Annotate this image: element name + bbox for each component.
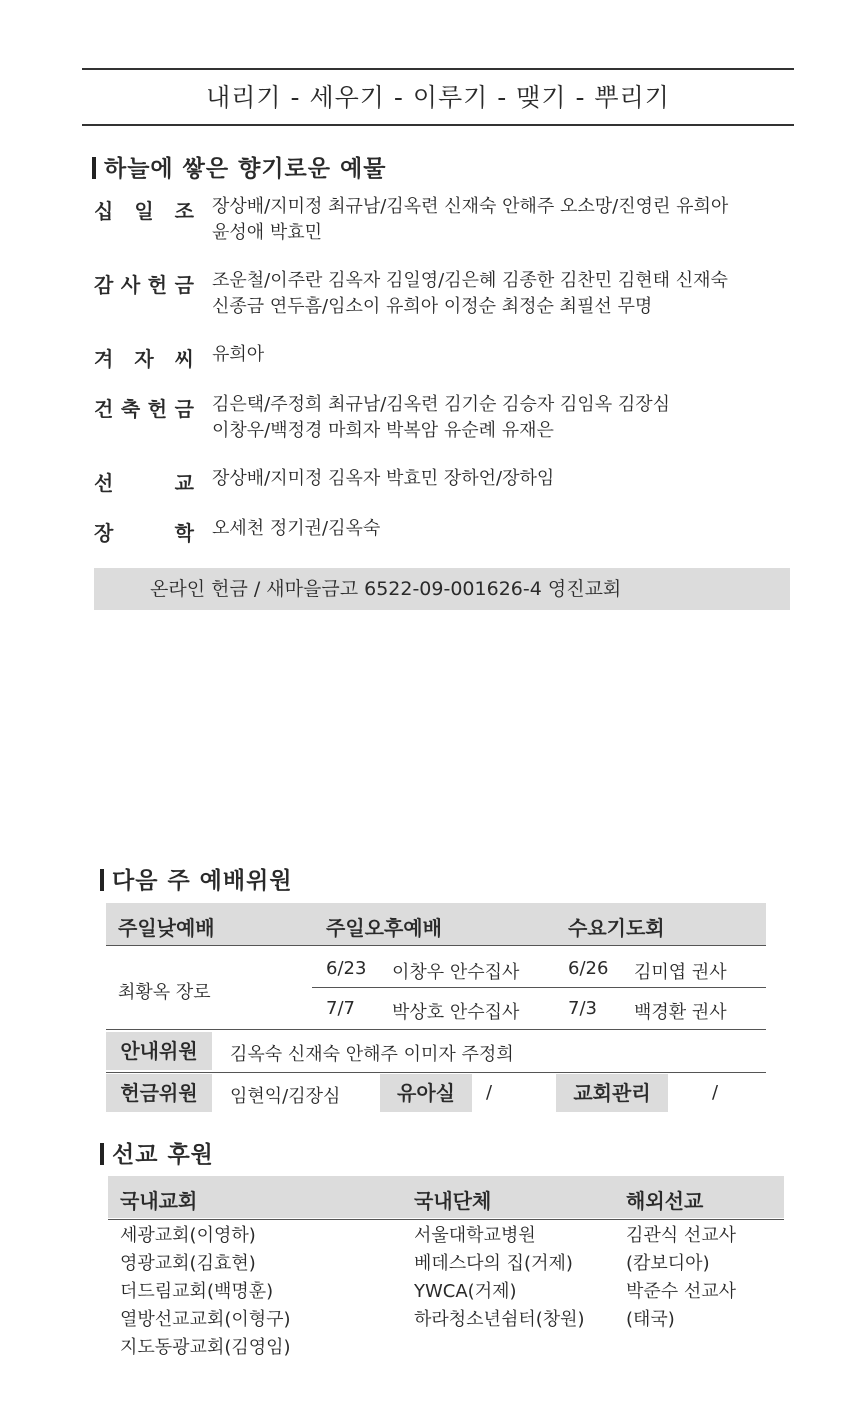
online-offering-banner: 온라인 헌금 / 새마을금고 6522-09-001626-4 영진교회 [94, 568, 790, 610]
header-sunday-afternoon: 주일오후예배 [326, 916, 442, 940]
offering-category-label: 장 학 [94, 521, 194, 545]
header-top-rule [82, 68, 794, 70]
header-sunday-morning: 주일낮예배 [118, 916, 215, 940]
offering-donor-names [212, 194, 802, 246]
wednesday-name: 김미엽 권사 [634, 962, 727, 983]
offering-committee-names: 임현익/김장심 [230, 1086, 341, 1107]
offering-category-label: 선 교 [94, 471, 194, 495]
section-marker-icon [100, 1143, 104, 1165]
list-item: 하라청소년쉼터(창원) [414, 1309, 585, 1330]
header-wednesday-prayer: 수요기도회 [568, 916, 665, 940]
nursery-label: 유아실 [380, 1074, 472, 1112]
facility-value: / [712, 1082, 719, 1103]
donor-line: 장상배/지미정 김옥자 박효민 장하언/장하임 [212, 468, 555, 489]
donor-line: 장상배/지미정 최규남/김옥련 신재숙 안해주 오소망/진영린 유희아 [212, 196, 729, 217]
section-marker-icon [92, 157, 96, 179]
section-marker-icon [100, 869, 104, 891]
offering-donor-names [212, 268, 802, 320]
donor-line: 유희아 [212, 344, 265, 365]
list-item: 영광교회(김효현) [120, 1253, 256, 1274]
donor-line: 오세천 정기권/김옥숙 [212, 518, 381, 539]
header-bottom-rule [82, 124, 794, 126]
afternoon-date: 6/23 [326, 958, 367, 979]
donor-line: 이창우/백정경 마희자 박복암 유순례 유재은 [212, 420, 554, 441]
sunday-morning-leader: 최황옥 장로 [118, 982, 211, 1003]
worship-row-rule [312, 987, 766, 988]
facility-label: 교회관리 [556, 1074, 668, 1112]
guide-label: 안내위원 [106, 1032, 212, 1070]
afternoon-date: 7/7 [326, 998, 355, 1019]
list-item: 더드림교회(백명훈) [120, 1281, 274, 1302]
offering-donor-names [212, 392, 802, 444]
donor-line: 김은택/주정희 최규남/김옥련 김기순 김승자 김임옥 김장심 [212, 394, 671, 415]
list-item: 세광교회(이영하) [120, 1225, 256, 1246]
wednesday-date: 7/3 [568, 998, 597, 1019]
list-item: 서울대학교병원 [414, 1225, 536, 1246]
worship-title-text: 다음 주 예배위원 [112, 868, 293, 894]
missions-header-rule [108, 1219, 784, 1220]
offerings-section-title [92, 150, 386, 183]
donor-line: 조운철/이주란 김옥자 김일영/김은혜 김종한 김찬민 김현태 신재숙 [212, 270, 728, 291]
guide-row-rule [106, 1072, 766, 1073]
nursery-value: / [486, 1082, 493, 1103]
afternoon-name: 박상호 안수집사 [392, 1002, 520, 1023]
domestic-churches-list [120, 1222, 291, 1362]
offering-category-label: 십 일 조 [94, 199, 194, 223]
offering-category-label: 감 사 헌 금 [94, 273, 194, 297]
offering-donor-names [212, 466, 802, 492]
list-item: 열방선교교회(이형구) [120, 1309, 291, 1330]
worship-rows-bottom-rule [106, 1029, 766, 1030]
header-overseas-missions: 해외선교 [626, 1189, 704, 1213]
domestic-orgs-list [414, 1222, 585, 1334]
donor-line: 신종금 연두흠/임소이 유희아 이정순 최정순 최필선 무명 [212, 296, 653, 317]
offering-category-label: 건 축 헌 금 [94, 397, 194, 421]
header-domestic-churches: 국내교회 [120, 1189, 198, 1213]
wednesday-date: 6/26 [568, 958, 609, 979]
offering-donor-names [212, 342, 802, 368]
worship-header-rule [106, 945, 766, 946]
missions-title-text: 선교 후원 [112, 1142, 214, 1168]
worship-section-title [100, 862, 293, 895]
list-item: 김관식 선교사 [626, 1225, 737, 1246]
list-item: 베데스다의 집(거제) [414, 1253, 573, 1274]
page-title: 내리기 - 세우기 - 이루기 - 맺기 - 뿌리기 [206, 83, 670, 112]
offerings-title-text: 하늘에 쌓은 향기로운 예물 [104, 156, 387, 182]
missions-section-title [100, 1136, 214, 1169]
header-domestic-orgs: 국내단체 [414, 1189, 492, 1213]
list-item: YWCA(거제) [414, 1281, 517, 1302]
list-item: (캄보디아) [626, 1253, 710, 1274]
list-item: 지도동광교회(김영임) [120, 1337, 291, 1358]
list-item: (태국) [626, 1309, 675, 1330]
offering-committee-label: 헌금위원 [106, 1074, 212, 1112]
wednesday-name: 백경환 권사 [634, 1002, 727, 1023]
guide-names: 김옥숙 신재숙 안해주 이미자 주정희 [230, 1044, 514, 1065]
offering-donor-names [212, 516, 802, 542]
offering-category-label: 겨 자 씨 [94, 347, 194, 371]
donor-line: 윤성애 박효민 [212, 222, 323, 243]
list-item: 박준수 선교사 [626, 1281, 737, 1302]
afternoon-name: 이창우 안수집사 [392, 962, 520, 983]
overseas-missions-list [626, 1222, 736, 1334]
